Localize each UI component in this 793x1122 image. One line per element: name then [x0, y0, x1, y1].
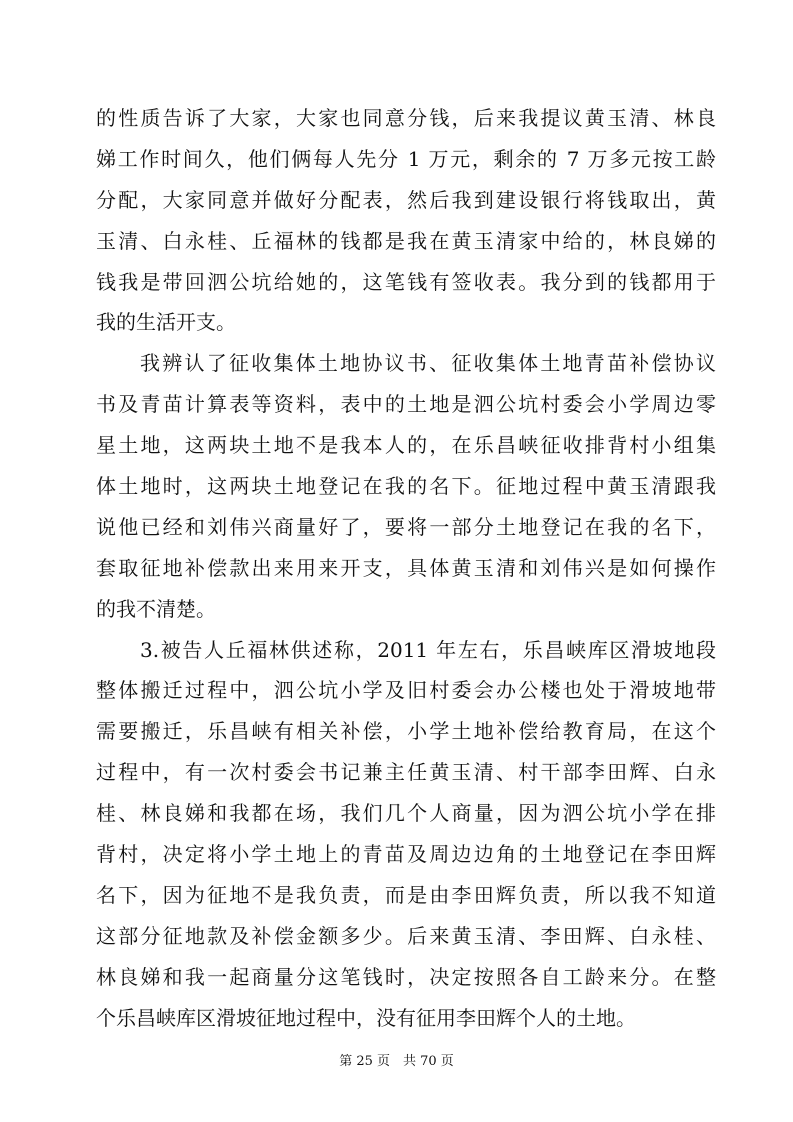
paragraph	[96, 343, 716, 629]
paragraph-line: 体土地时，这两块土地登记在我的名下。征地过程中黄玉清跟我	[96, 474, 716, 499]
document-body	[96, 98, 716, 1038]
paragraph-line: 娣工作时间久，他们俩每人先分 1 万元，剩余的 7 万多元按工龄	[96, 146, 716, 171]
paragraph-line: 玉清、白永桂、丘福林的钱都是我在黄玉清家中给的，林良娣的	[96, 228, 716, 253]
paragraph-line: 的我不清楚。	[96, 596, 216, 621]
paragraph-line: 说他已经和刘伟兴商量好了，要将一部分土地登记在我的名下，	[96, 514, 716, 539]
paragraph-line: 的性质告诉了大家，大家也同意分钱，后来我提议黄玉清、林良	[96, 106, 716, 130]
paragraph-line: 星土地，这两块土地不是我本人的，在乐昌峡征收排背村小组集	[96, 433, 716, 458]
paragraph-line: 套取征地补偿款出来用来开支，具体黄玉清和刘伟兴是如何操作	[96, 555, 716, 580]
paragraph-line: 名下，因为征地不是我负责，而是由李田辉负责，所以我不知道	[96, 882, 716, 907]
page-footer: 第 25 页 共 70 页	[339, 1054, 454, 1069]
paragraph-line: 书及青苗计算表等资料，表中的土地是泗公坑村委会小学周边零	[96, 392, 716, 417]
paragraph-line: 我辨认了征收集体土地协议书、征收集体土地青苗补偿协议	[140, 351, 716, 376]
paragraph-line: 个乐昌峡库区滑坡征地过程中，没有征用李田辉个人的土地。	[96, 1005, 636, 1030]
paragraph-line: 整体搬迁过程中，泗公坑小学及旧村委会办公楼也处于滑坡地带	[96, 678, 716, 703]
paragraph	[96, 98, 716, 343]
paragraph-line: 分配，大家同意并做好分配表，然后我到建设银行将钱取出，黄	[96, 187, 716, 212]
paragraph-line: 这部分征地款及补偿金额多少。后来黄玉清、李田辉、白永桂、	[96, 923, 716, 948]
paragraph-line: 需要搬迁，乐昌峡有相关补偿，小学土地补偿给教育局，在这个	[96, 719, 716, 744]
paragraph-line: 3.被告人丘福林供述称，2011 年左右，乐昌峡库区滑坡地段	[140, 637, 716, 662]
paragraph-line: 林良娣和我一起商量分这笔钱时，决定按照各自工龄来分。在整	[96, 964, 716, 989]
paragraph-line: 桂、林良娣和我都在场，我们几个人商量，因为泗公坑小学在排	[96, 801, 716, 826]
paragraph	[96, 630, 716, 1039]
paragraph-line: 钱我是带回泗公坑给她的，这笔钱有签收表。我分到的钱都用于	[96, 269, 716, 294]
paragraph-line: 过程中，有一次村委会书记兼主任黄玉清、村干部李田辉、白永	[96, 760, 716, 785]
paragraph-line: 背村，决定将小学土地上的青苗及周边边角的土地登记在李田辉	[96, 842, 716, 867]
paragraph-line: 我的生活开支。	[96, 310, 236, 335]
